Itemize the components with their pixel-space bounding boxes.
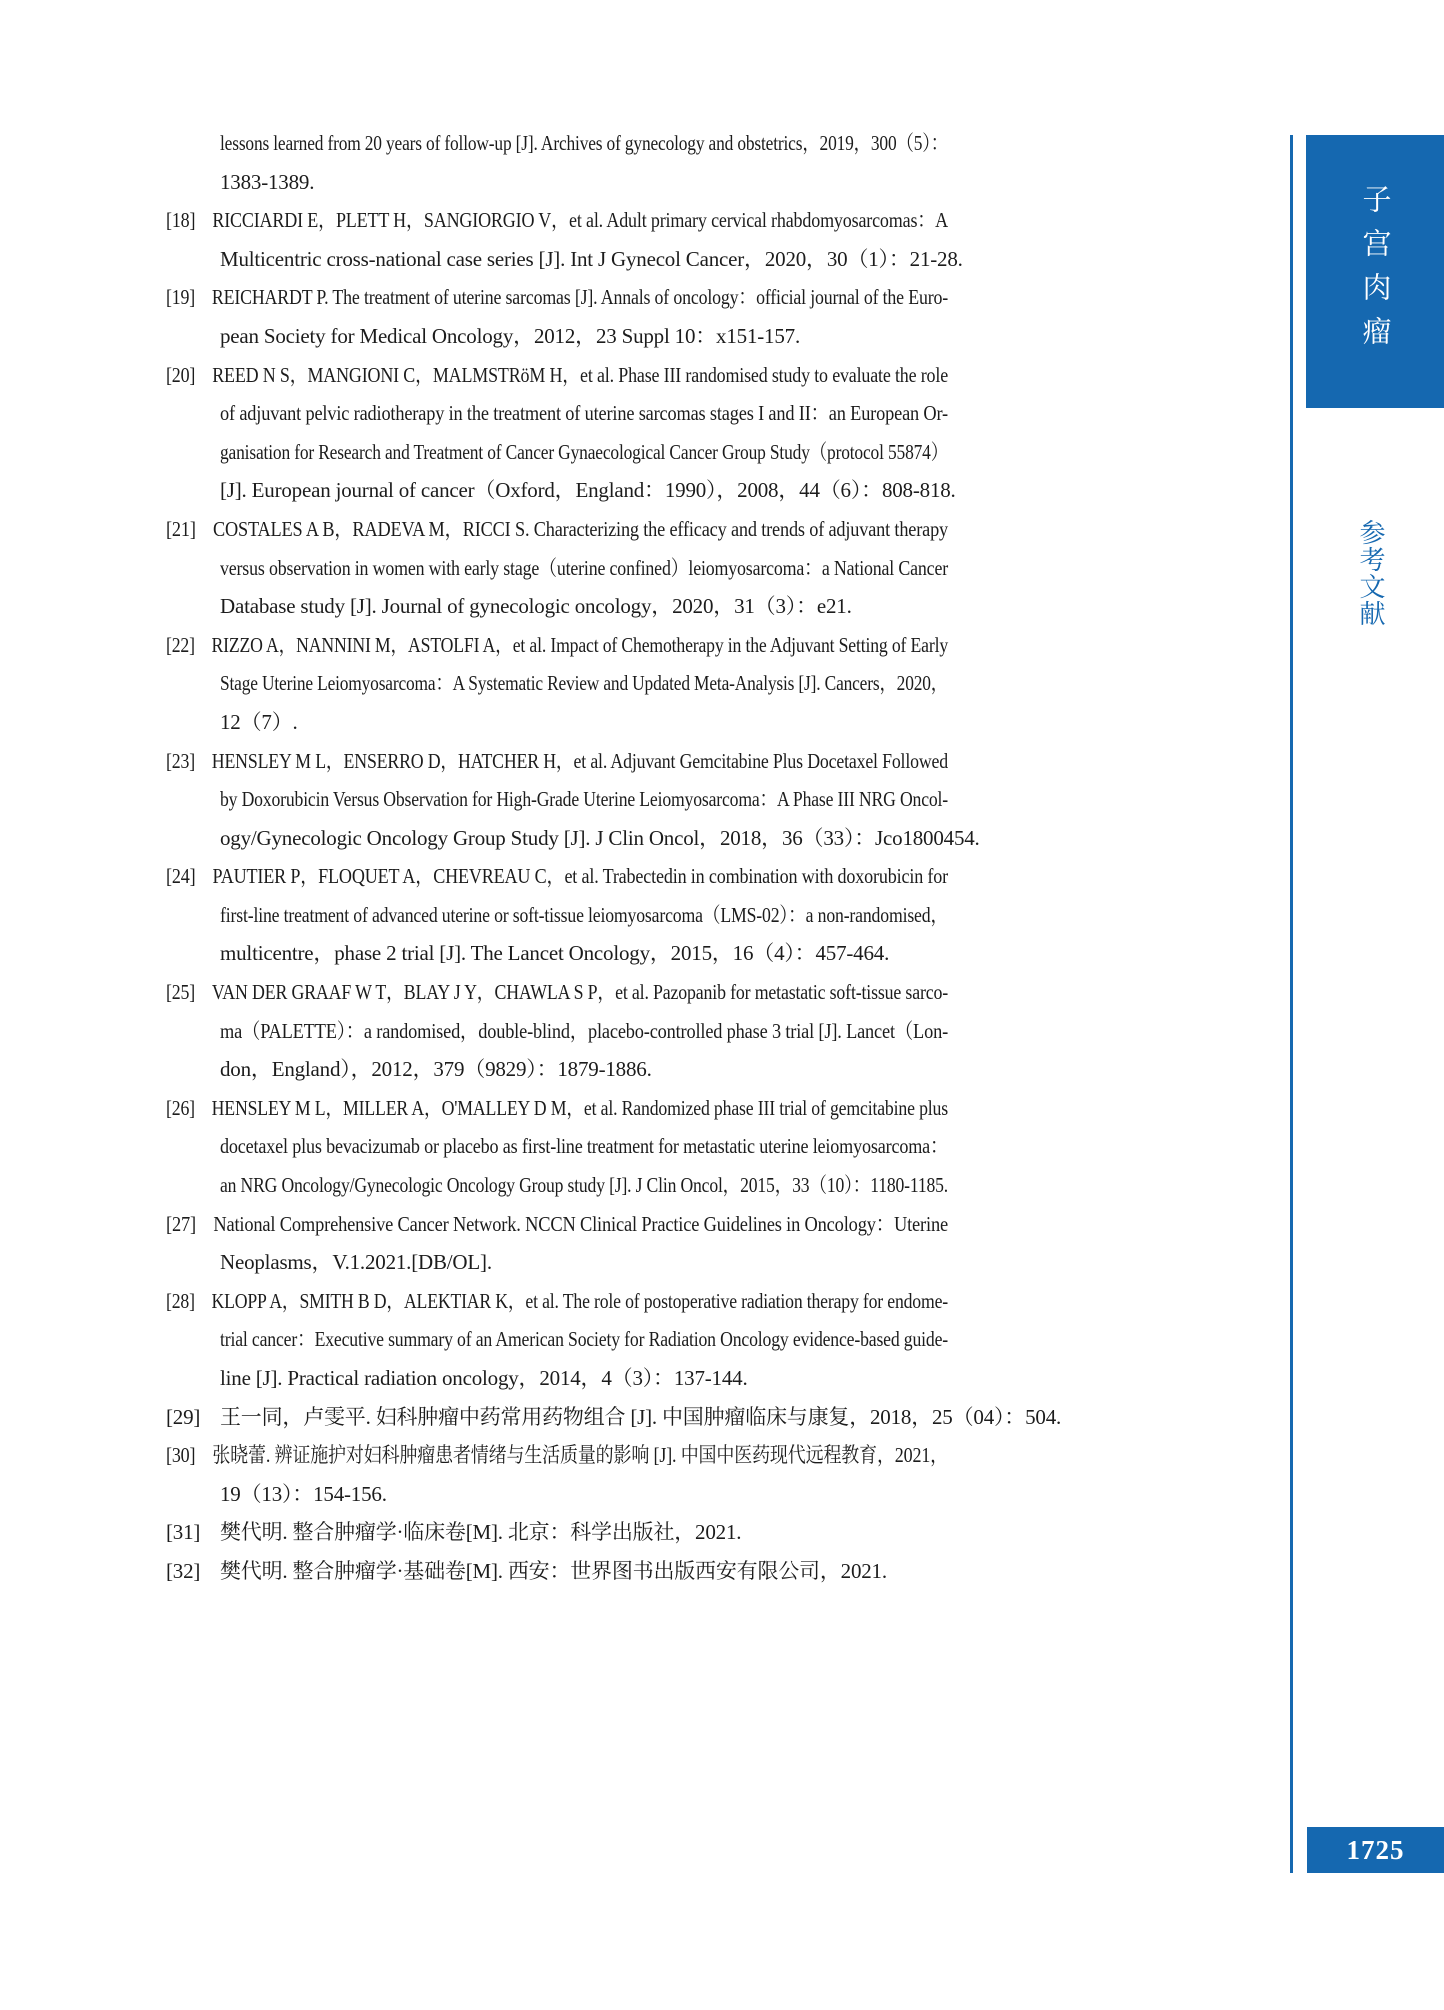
- reference-text: KLOPP A，SMITH B D，ALEKTIAR K，et al. The role of postoperative radiation therapy for endome-: [211, 1288, 949, 1313]
- reference-line: [166, 819, 980, 858]
- reference-line: [166, 1436, 948, 1475]
- reference-line: [166, 896, 948, 935]
- reference-line: [166, 742, 948, 781]
- reference: [166, 1205, 948, 1282]
- reference: [166, 356, 956, 510]
- reference-line: [166, 626, 948, 665]
- reference-line: [166, 973, 948, 1012]
- reference-text: by Doxorubicin Versus Observation for High-Grade Uterine Leiomyosarcoma：A Phase III NRG Oncol-: [220, 787, 948, 812]
- reference-line: [166, 1513, 948, 1552]
- reference-line: [166, 278, 948, 317]
- reference-line: [166, 549, 948, 588]
- page-number-box: [1307, 1827, 1444, 1873]
- reference-line: [166, 1089, 948, 1128]
- reference-text: first-line treatment of advanced uterine or soft-tissue leiomyosarcoma（LMS-02）：a non-randomised，: [220, 902, 948, 927]
- reference-text: COSTALES A B，RADEVA M，RICCI S. Characterizing the efficacy and trends of adjuvant therapy: [212, 516, 948, 541]
- reference-text: HENSLEY M L，MILLER A，O'MALLEY D M，et al. Randomized phase III trial of gemcitabine plus: [211, 1095, 948, 1120]
- reference: [166, 510, 948, 626]
- reference-text: trial cancer：Executive summary of an American Society for Radiation Oncology evidence-based guide-: [220, 1327, 948, 1352]
- reference-line: [166, 664, 948, 703]
- reference-text: Neoplasms，V.1.2021.[DB/OL].: [220, 1250, 492, 1275]
- reference-text: don，England），2012，379（9829）：1879-1886.: [220, 1057, 652, 1082]
- reference-text: 樊代明. 整合肿瘤学·临床卷[M]. 北京：科学出版社，2021.: [220, 1520, 742, 1545]
- reference-line: [166, 1012, 948, 1051]
- reference-line: [166, 1205, 948, 1244]
- reference-text: Multicentric cross-national case series [J]. Int J Gynecol Cancer，2020，30（1）：21-28.: [220, 246, 963, 271]
- reference: [166, 201, 963, 278]
- reference-text: HENSLEY M L，ENSERRO D，HATCHER H，et al. Adjuvant Gemcitabine Plus Docetaxel Followed: [211, 748, 948, 773]
- reference-id: [21]: [166, 516, 196, 541]
- reference-line: [166, 1050, 948, 1089]
- chapter-tab-label: 子宫肉瘤: [1358, 183, 1391, 360]
- page-number: 1725: [1346, 1834, 1405, 1865]
- chapter-tab: [1306, 135, 1444, 408]
- reference-text: National Comprehensive Cancer Network. NCCN Clinical Practice Guidelines in Oncology：Uterine: [213, 1211, 948, 1236]
- reference-text: PAUTIER P，FLOQUET A，CHEVREAU C，et al. Trabectedin in combination with doxorubicin for: [212, 864, 949, 889]
- reference-text: VAN DER GRAAF W T，BLAY J Y，CHAWLA S P，et al. Pazopanib for metastatic soft-tissue sarco-: [211, 980, 948, 1005]
- reference-line: [166, 587, 948, 626]
- reference-text: [J]. European journal of cancer（Oxford，England：1990），2008，44（6）：808-818.: [220, 478, 956, 503]
- reference-line: [166, 1359, 948, 1398]
- reference-id: [30]: [166, 1443, 196, 1468]
- reference-line: [166, 163, 948, 202]
- reference-line: [166, 780, 948, 819]
- reference: [166, 742, 980, 858]
- reference-line: [166, 934, 948, 973]
- reference-text: 王一同，卢雯平. 妇科肿瘤中药常用药物组合 [J]. 中国肿瘤临床与康复，2018，25（04）：504.: [220, 1404, 1062, 1429]
- reference-line: [166, 201, 948, 240]
- reference: [166, 857, 948, 973]
- reference: [166, 278, 948, 355]
- reference-line: [166, 471, 956, 510]
- reference-id: [26]: [166, 1095, 195, 1120]
- reference-id: [18]: [166, 208, 196, 233]
- reference-id: [32]: [166, 1558, 201, 1583]
- section-label: 参考文献: [1356, 519, 1385, 627]
- reference-line: [166, 356, 948, 395]
- reference-line: [166, 1475, 948, 1514]
- reference-id: [23]: [166, 748, 195, 773]
- reference-id: [25]: [166, 980, 196, 1005]
- reference-text: Database study [J]. Journal of gynecologic oncology，2020，31（3）：e21.: [220, 594, 852, 619]
- reference-id: [27]: [166, 1211, 196, 1236]
- reference-text: RIZZO A，NANNINI M，ASTOLFI A，et al. Impact of Chemotherapy in the Adjuvant Setting of Early: [211, 632, 949, 657]
- reference-text: versus observation in women with early stage（uterine confined）leiomyosarcoma：a National Cancer: [220, 555, 948, 580]
- reference: [166, 1552, 948, 1591]
- reference-text: ganisation for Research and Treatment of Cancer Gynaecological Cancer Group Study（protocol 55874）: [220, 439, 948, 464]
- reference-line: [166, 510, 948, 549]
- reference-line: [166, 1166, 948, 1205]
- reference-text: lessons learned from 20 years of follow-up [J]. Archives of gynecology and obstetrics，2019，300（5）：: [220, 131, 948, 155]
- reference-text: 12（7）.: [220, 709, 298, 734]
- reference-text: REICHARDT P. The treatment of uterine sarcomas [J]. Annals of oncology：official journal of the Euro-: [211, 285, 948, 310]
- reference-line: [166, 240, 963, 279]
- reference-line: [166, 317, 948, 356]
- reference-line: [166, 1282, 948, 1321]
- reference-text: 1383-1389.: [220, 169, 315, 194]
- reference-text: 樊代明. 整合肿瘤学·基础卷[M]. 西安：世界图书出版西安有限公司，2021.: [220, 1558, 887, 1583]
- reference-text: multicentre，phase 2 trial [J]. The Lancet Oncology，2015，16（4）：457-464.: [220, 941, 890, 966]
- reference-text: Stage Uterine Leiomyosarcoma：A Systematic Review and Updated Meta-Analysis [J]. Cancers，2020，: [220, 671, 948, 696]
- reference-line: [166, 124, 948, 163]
- reference-line: [166, 394, 948, 433]
- reference: [166, 626, 948, 742]
- reference-text: ma（PALETTE）：a randomised，double-blind，placebo-controlled phase 3 trial [J]. Lancet（Lon-: [220, 1018, 948, 1043]
- reference-text: 19（13）：154-156.: [220, 1481, 387, 1506]
- reference-text: ogy/Gynecologic Oncology Group Study [J]. J Clin Oncol，2018，36（33）：Jco1800454.: [220, 825, 980, 850]
- reference-line: [166, 1243, 948, 1282]
- reference: [166, 1282, 948, 1398]
- reference-line: [166, 857, 948, 896]
- reference-id: [29]: [166, 1404, 201, 1429]
- reference-text: docetaxel plus bevacizumab or placebo as first-line treatment for metastatic uterine leiomyosarcoma：: [220, 1134, 948, 1159]
- reference-text: an NRG Oncology/Gynecologic Oncology Group study [J]. J Clin Oncol，2015，33（10）：1180-1185.: [220, 1173, 948, 1198]
- reference-text: line [J]. Practical radiation oncology，2014，4（3）：137-144.: [220, 1366, 748, 1390]
- reference-id: [31]: [166, 1520, 201, 1545]
- reference-text: REED N S，MANGIONI C，MALMSTRöM H，et al. Phase III randomised study to evaluate the role: [212, 362, 948, 387]
- reference-line: [166, 1398, 1062, 1437]
- reference-line: [166, 1552, 948, 1591]
- references-list: [166, 124, 1062, 1591]
- reference-text: 张晓蕾. 辨证施护对妇科肿瘤患者情绪与生活质量的影响 [J]. 中国中医药现代远程教育，2021，: [212, 1443, 948, 1468]
- reference-id: [20]: [166, 362, 196, 387]
- reference: [166, 124, 948, 201]
- reference-text: RICCIARDI E，PLETT H，SANGIORGIO V，et al. Adult primary cervical rhabdomyosarcomas：A: [212, 208, 948, 233]
- reference-id: [24]: [166, 864, 196, 889]
- reference-id: [28]: [166, 1288, 195, 1313]
- reference-text: pean Society for Medical Oncology，2012，23 Suppl 10：x151-157.: [220, 323, 800, 348]
- reference-text: of adjuvant pelvic radiotherapy in the treatment of uterine sarcomas stages I and II：an European Or-: [220, 401, 948, 426]
- reference-line: [166, 703, 948, 742]
- reference-line: [166, 433, 948, 472]
- reference-line: [166, 1127, 948, 1166]
- reference: [166, 1398, 1062, 1437]
- reference-id: [22]: [166, 632, 195, 657]
- reference: [166, 973, 948, 1089]
- sidebar-rule: [1290, 135, 1293, 1873]
- reference: [166, 1436, 948, 1513]
- reference: [166, 1513, 948, 1552]
- reference: [166, 1089, 948, 1205]
- reference-id: [19]: [166, 285, 196, 310]
- reference-line: [166, 1320, 948, 1359]
